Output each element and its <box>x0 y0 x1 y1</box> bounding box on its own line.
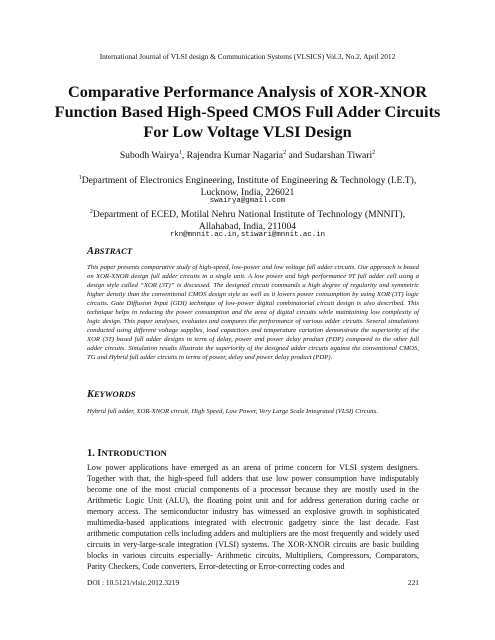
keywords-heading: KEYWORDS <box>87 389 136 400</box>
author-name: Subodh Wairya <box>119 150 179 162</box>
doi-text: DOI : 10.5121/vlsic.2012.3219 <box>87 578 180 587</box>
abstract-text: This paper presents comparative study of high-speed, low-power and low voltage full adder circuits. Our approach is based on XOR-XNOR design full adder circuits in a single unit. A low power and high performance 9T full adder cell using a design style called “XOR (3T)” is discussed. The designed circuit commands a high degree of regularity and symmetric higher density than the conventional CMOS design style as well as it lowers power consumption by using XOR (3T) logic circuits. Gate Diffusion Input (GDI) technique of low-power digital combinatorial circuit design is also described. This technique helps in reducing the power consumption and the area of digital circuits while maintaining low complexity of logic design. This paper analyses, evaluates and compares the performance of various adder circuits. Several simulations conducted using different voltage supplies, load capacitors and temperature variation demonstrate the superiority of the XOR (3T) based full adder designs in term of delay, power and power delay product (PDP) compared to the other full adder circuits. Simulation results illustrate the superiority of the designed adder circuits against the conventional CMOS, TG and Hybrid full adder circuits in terms of power, delay and power delay product (PDP). <box>87 264 419 362</box>
author-name: , Rajendra Kumar Nagaria <box>181 150 284 162</box>
affiliation-line: Lucknow, India, 226021 <box>200 187 295 199</box>
author-name: and Sudarshan Tiwari <box>286 150 373 162</box>
email-2: rkn@mnnit.ac.in,stiwari@mnnit.ac.in <box>169 231 326 239</box>
affiliation-2 <box>60 206 435 233</box>
page-footer <box>87 578 419 587</box>
introduction-heading: 1. INTRODUCTION <box>87 448 167 459</box>
email-1: swairya@gmail.com <box>209 197 286 205</box>
author-list <box>0 150 495 161</box>
paper-title: Comparative Performance Analysis of XOR-XNOR Function Based High-Speed CMOS Full Adder Circuits For Low Voltage VLSI Design <box>54 82 441 141</box>
affiliation-1 <box>60 172 435 199</box>
affiliation-line: Department of Electronics Engineering, Institute of Engineering & Technology (I.E.T), <box>81 175 417 187</box>
author-superscript: 2 <box>372 150 376 156</box>
page-number: 221 <box>407 578 419 587</box>
author-superscript: 2 <box>283 150 287 156</box>
affiliation-superscript: 2 <box>89 209 93 215</box>
keywords-text: Hybrid full adder, XOR-XNOR circuit, High Speed, Low Power, Very Large Scale Integrated (VLSI) Circuits. <box>87 408 379 415</box>
abstract-heading: ABSTRACT <box>87 246 133 257</box>
affiliation-line: Department of ECED, Motilal Nehru National Institute of Technology (MNNIT), <box>92 209 406 221</box>
affiliation-superscript: 1 <box>78 175 82 181</box>
journal-header: International Journal of VLSI design & Communication Systems (VLSICS) Vol.3, No.2, April 2012 <box>99 52 396 61</box>
author-superscript: 1 <box>178 150 182 156</box>
introduction-text: Low power applications have emerged as an arena of prime concern for VLSI system designers. Together with that, the high-speed full adders that use low power consumption have indisputably become one of the most crucial components of a processor because they are mostly used in the Arithmetic Logic Unit (ALU), the floating point unit and for address generation during cache or memory access. The semiconductor industry has witnessed an explosive growth in sophisticated multimedia-based applications integrated with electronic gadgetry since the last decade. Fast arithmetic computation cells including adders and multipliers are the most frequently and widely used circuits in very-large-scale integration (VLSI) systems. The XOR-XNOR circuits are basic building blocks in various circuits especially- Arithmetic circuits, Multipliers, Compressors, Comparators, Parity Checkers, Code converters, Error-detecting or Error-correcting codes and <box>87 463 419 571</box>
affiliation-line: Allahabad, India, 211004 <box>198 221 297 233</box>
